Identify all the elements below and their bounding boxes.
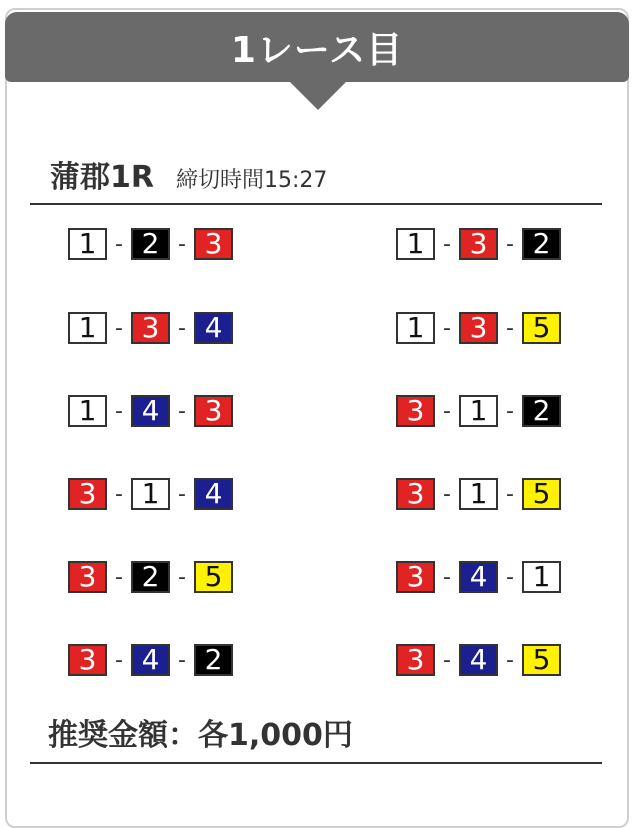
combination-separator: -: [443, 315, 451, 341]
combination-separator: -: [506, 315, 514, 341]
boat-number-box: 4: [131, 395, 170, 427]
boat-number-box: 3: [396, 561, 435, 593]
boat-number-box: 1: [459, 395, 498, 427]
combination-separator: -: [115, 564, 123, 590]
boat-number-box: 5: [194, 561, 233, 593]
combination-item: [396, 312, 561, 344]
combination-separator: -: [443, 398, 451, 424]
combination-item: [68, 312, 233, 344]
combination-separator: -: [443, 647, 451, 673]
boat-number-box: 5: [522, 312, 561, 344]
boat-number-box: 1: [68, 228, 107, 260]
boat-number-box: 3: [68, 561, 107, 593]
combination-separator: -: [178, 398, 186, 424]
combination-separator: -: [506, 481, 514, 507]
boat-number-box: 1: [396, 228, 435, 260]
combination-separator: -: [178, 231, 186, 257]
boat-number-box: 5: [522, 644, 561, 676]
boat-number-box: 2: [522, 228, 561, 260]
divider-bottom: [30, 762, 602, 764]
combination-separator: -: [115, 315, 123, 341]
boat-number-box: 1: [68, 395, 107, 427]
combination-item: [68, 395, 233, 427]
venue-race-label: 蒲郡1R: [50, 160, 154, 195]
boat-number-box: 3: [131, 312, 170, 344]
combination-item: [68, 561, 233, 593]
boat-number-box: 4: [194, 312, 233, 344]
boat-number-box: 1: [131, 478, 170, 510]
combination-item: [396, 395, 561, 427]
boat-number-box: 3: [459, 312, 498, 344]
boat-number-box: 4: [194, 478, 233, 510]
boat-number-box: 2: [194, 644, 233, 676]
combination-separator: -: [115, 647, 123, 673]
combination-item: [396, 228, 561, 260]
combination-separator: -: [178, 564, 186, 590]
boat-number-box: 5: [522, 478, 561, 510]
boat-number-box: 2: [522, 395, 561, 427]
boat-number-box: 4: [459, 644, 498, 676]
boat-number-box: 3: [396, 395, 435, 427]
boat-number-box: 3: [194, 395, 233, 427]
combination-separator: -: [443, 231, 451, 257]
combination-item: [68, 228, 233, 260]
boat-number-box: 3: [459, 228, 498, 260]
combination-separator: -: [178, 315, 186, 341]
deadline-time: 締切時間15:27: [175, 168, 328, 193]
boat-number-box: 2: [131, 228, 170, 260]
combination-item: [68, 478, 233, 510]
combination-separator: -: [443, 481, 451, 507]
combination-separator: -: [506, 647, 514, 673]
boat-number-box: 4: [131, 644, 170, 676]
combination-separator: -: [178, 481, 186, 507]
boat-number-box: 3: [396, 644, 435, 676]
boat-number-box: 3: [68, 478, 107, 510]
combination-item: [396, 478, 561, 510]
combination-item: [396, 561, 561, 593]
recommended-amount: 推奨金額：各1,000円: [48, 718, 353, 753]
race-header-title: 1レース目: [230, 29, 404, 71]
combination-item: [68, 644, 233, 676]
boat-number-box: 1: [459, 478, 498, 510]
combination-item: [396, 644, 561, 676]
boat-number-box: 3: [396, 478, 435, 510]
boat-number-box: 1: [68, 312, 107, 344]
combination-separator: -: [506, 398, 514, 424]
boat-number-box: 3: [194, 228, 233, 260]
combination-separator: -: [506, 231, 514, 257]
boat-number-box: 3: [68, 644, 107, 676]
boat-number-box: 1: [522, 561, 561, 593]
boat-number-box: 4: [459, 561, 498, 593]
combination-separator: -: [115, 398, 123, 424]
combination-separator: -: [506, 564, 514, 590]
combination-separator: -: [115, 481, 123, 507]
combination-separator: -: [443, 564, 451, 590]
combination-separator: -: [178, 647, 186, 673]
boat-number-box: 2: [131, 561, 170, 593]
boat-number-box: 1: [396, 312, 435, 344]
combination-separator: -: [115, 231, 123, 257]
